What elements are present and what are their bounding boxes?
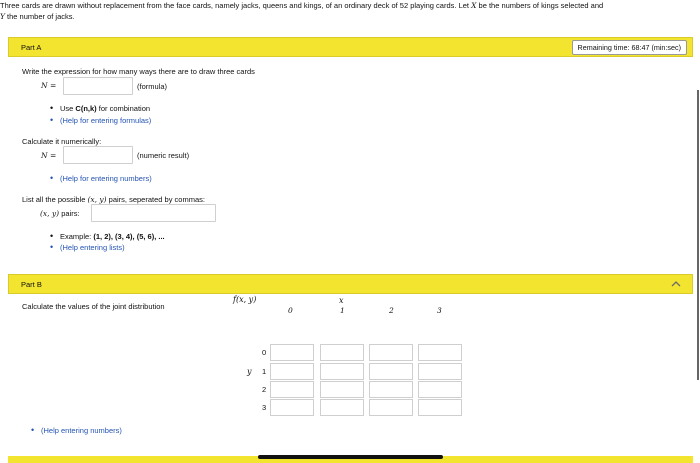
horizontal-scrollbar[interactable] xyxy=(258,455,443,459)
cell-x1-y2[interactable] xyxy=(320,381,364,398)
x-value-0: 0 xyxy=(288,306,293,315)
intro-text-2: the number of jacks. xyxy=(7,12,75,21)
q3-xy: (x, y) xyxy=(87,195,107,204)
cell-x3-y0[interactable] xyxy=(418,344,462,361)
formula-hint: (formula) xyxy=(137,82,168,91)
intro-text-b: be the numbers of kings selected and xyxy=(478,1,604,10)
x-value-3: 3 xyxy=(437,306,442,315)
question-b: Calculate the values of the joint distribution xyxy=(22,302,165,311)
x-value-1: 1 xyxy=(340,306,345,315)
pairs-label xyxy=(40,209,80,218)
pairs-input[interactable] xyxy=(91,204,216,222)
cell-x3-y1[interactable] xyxy=(418,363,462,380)
cell-x0-y2[interactable] xyxy=(270,381,314,398)
bullet-text: Use xyxy=(60,104,76,113)
help-entering-numbers-link[interactable]: • (Help entering numbers) xyxy=(41,426,122,435)
cell-x2-y0[interactable] xyxy=(369,344,413,361)
help-numbers-link[interactable]: • (Help for entering numbers) xyxy=(60,174,152,183)
example-bold: (1, 2), (3, 4), (5, 6), ... xyxy=(93,232,165,241)
cell-x1-y1[interactable] xyxy=(320,363,364,380)
var-y: Y xyxy=(0,12,5,21)
question-a2: Calculate it numerically: xyxy=(22,137,102,146)
example-text: Example: xyxy=(60,232,94,241)
cell-x3-y3[interactable] xyxy=(418,399,462,416)
numeric-input[interactable] xyxy=(63,146,133,164)
intro-text: Three cards are drawn without replacement from the face cards, namely jacks, queens and kings, of an ordinary deck of 52 playing cards. Let xyxy=(0,1,469,10)
list-item xyxy=(60,232,165,241)
part-b-header[interactable] xyxy=(8,274,693,294)
cell-x2-y1[interactable] xyxy=(369,363,413,380)
y-value-1: 1 xyxy=(262,367,267,376)
var-x: X xyxy=(471,1,477,10)
question-a1: Write the expression for how many ways there are to draw three cards xyxy=(22,67,255,76)
x-axis-label: x xyxy=(339,296,344,305)
cell-x1-y0[interactable] xyxy=(320,344,364,361)
y-value-3: 3 xyxy=(262,403,267,412)
list-item xyxy=(60,104,150,113)
n-label-2: N = xyxy=(41,151,57,160)
part-b-label: Part B xyxy=(21,280,42,289)
vertical-scrollbar[interactable] xyxy=(697,90,699,380)
n-label: N = xyxy=(41,81,57,90)
q3-text-b: pairs, seperated by commas: xyxy=(108,195,205,204)
cell-x1-y3[interactable] xyxy=(320,399,364,416)
cell-x0-y3[interactable] xyxy=(270,399,314,416)
cell-x3-y2[interactable] xyxy=(418,381,462,398)
part-a-label: Part A xyxy=(21,43,42,52)
cell-x2-y3[interactable] xyxy=(369,399,413,416)
y-value-2: 2 xyxy=(262,385,267,394)
cell-x2-y2[interactable] xyxy=(369,381,413,398)
question-a3 xyxy=(22,195,205,204)
problem-statement xyxy=(0,0,680,22)
part-a-header[interactable] xyxy=(8,37,693,57)
x-value-2: 2 xyxy=(389,306,394,315)
formula-input[interactable] xyxy=(63,77,133,95)
pairs-xy: (x, y) xyxy=(40,209,60,218)
bullet-bold: C(n,k) xyxy=(75,104,97,113)
help-lists-link[interactable]: • (Help entering lists) xyxy=(60,243,125,252)
cell-x0-y0[interactable] xyxy=(270,344,314,361)
bullet-text-suffix: for combination xyxy=(96,104,151,113)
q3-text: List all the possible xyxy=(22,195,86,204)
chevron-up-icon[interactable] xyxy=(670,279,682,289)
pairs-text: pairs: xyxy=(61,209,80,218)
cell-x0-y1[interactable] xyxy=(270,363,314,380)
help-formulas-link[interactable]: • (Help for entering formulas) xyxy=(60,116,151,125)
y-axis-label: y xyxy=(247,367,252,376)
numeric-hint: (numeric result) xyxy=(137,151,190,160)
remaining-time-badge: Remaining time: 68:47 (min:sec) xyxy=(572,40,687,55)
fxy-label: f(x, y) xyxy=(233,295,257,304)
y-value-0: 0 xyxy=(262,348,267,357)
